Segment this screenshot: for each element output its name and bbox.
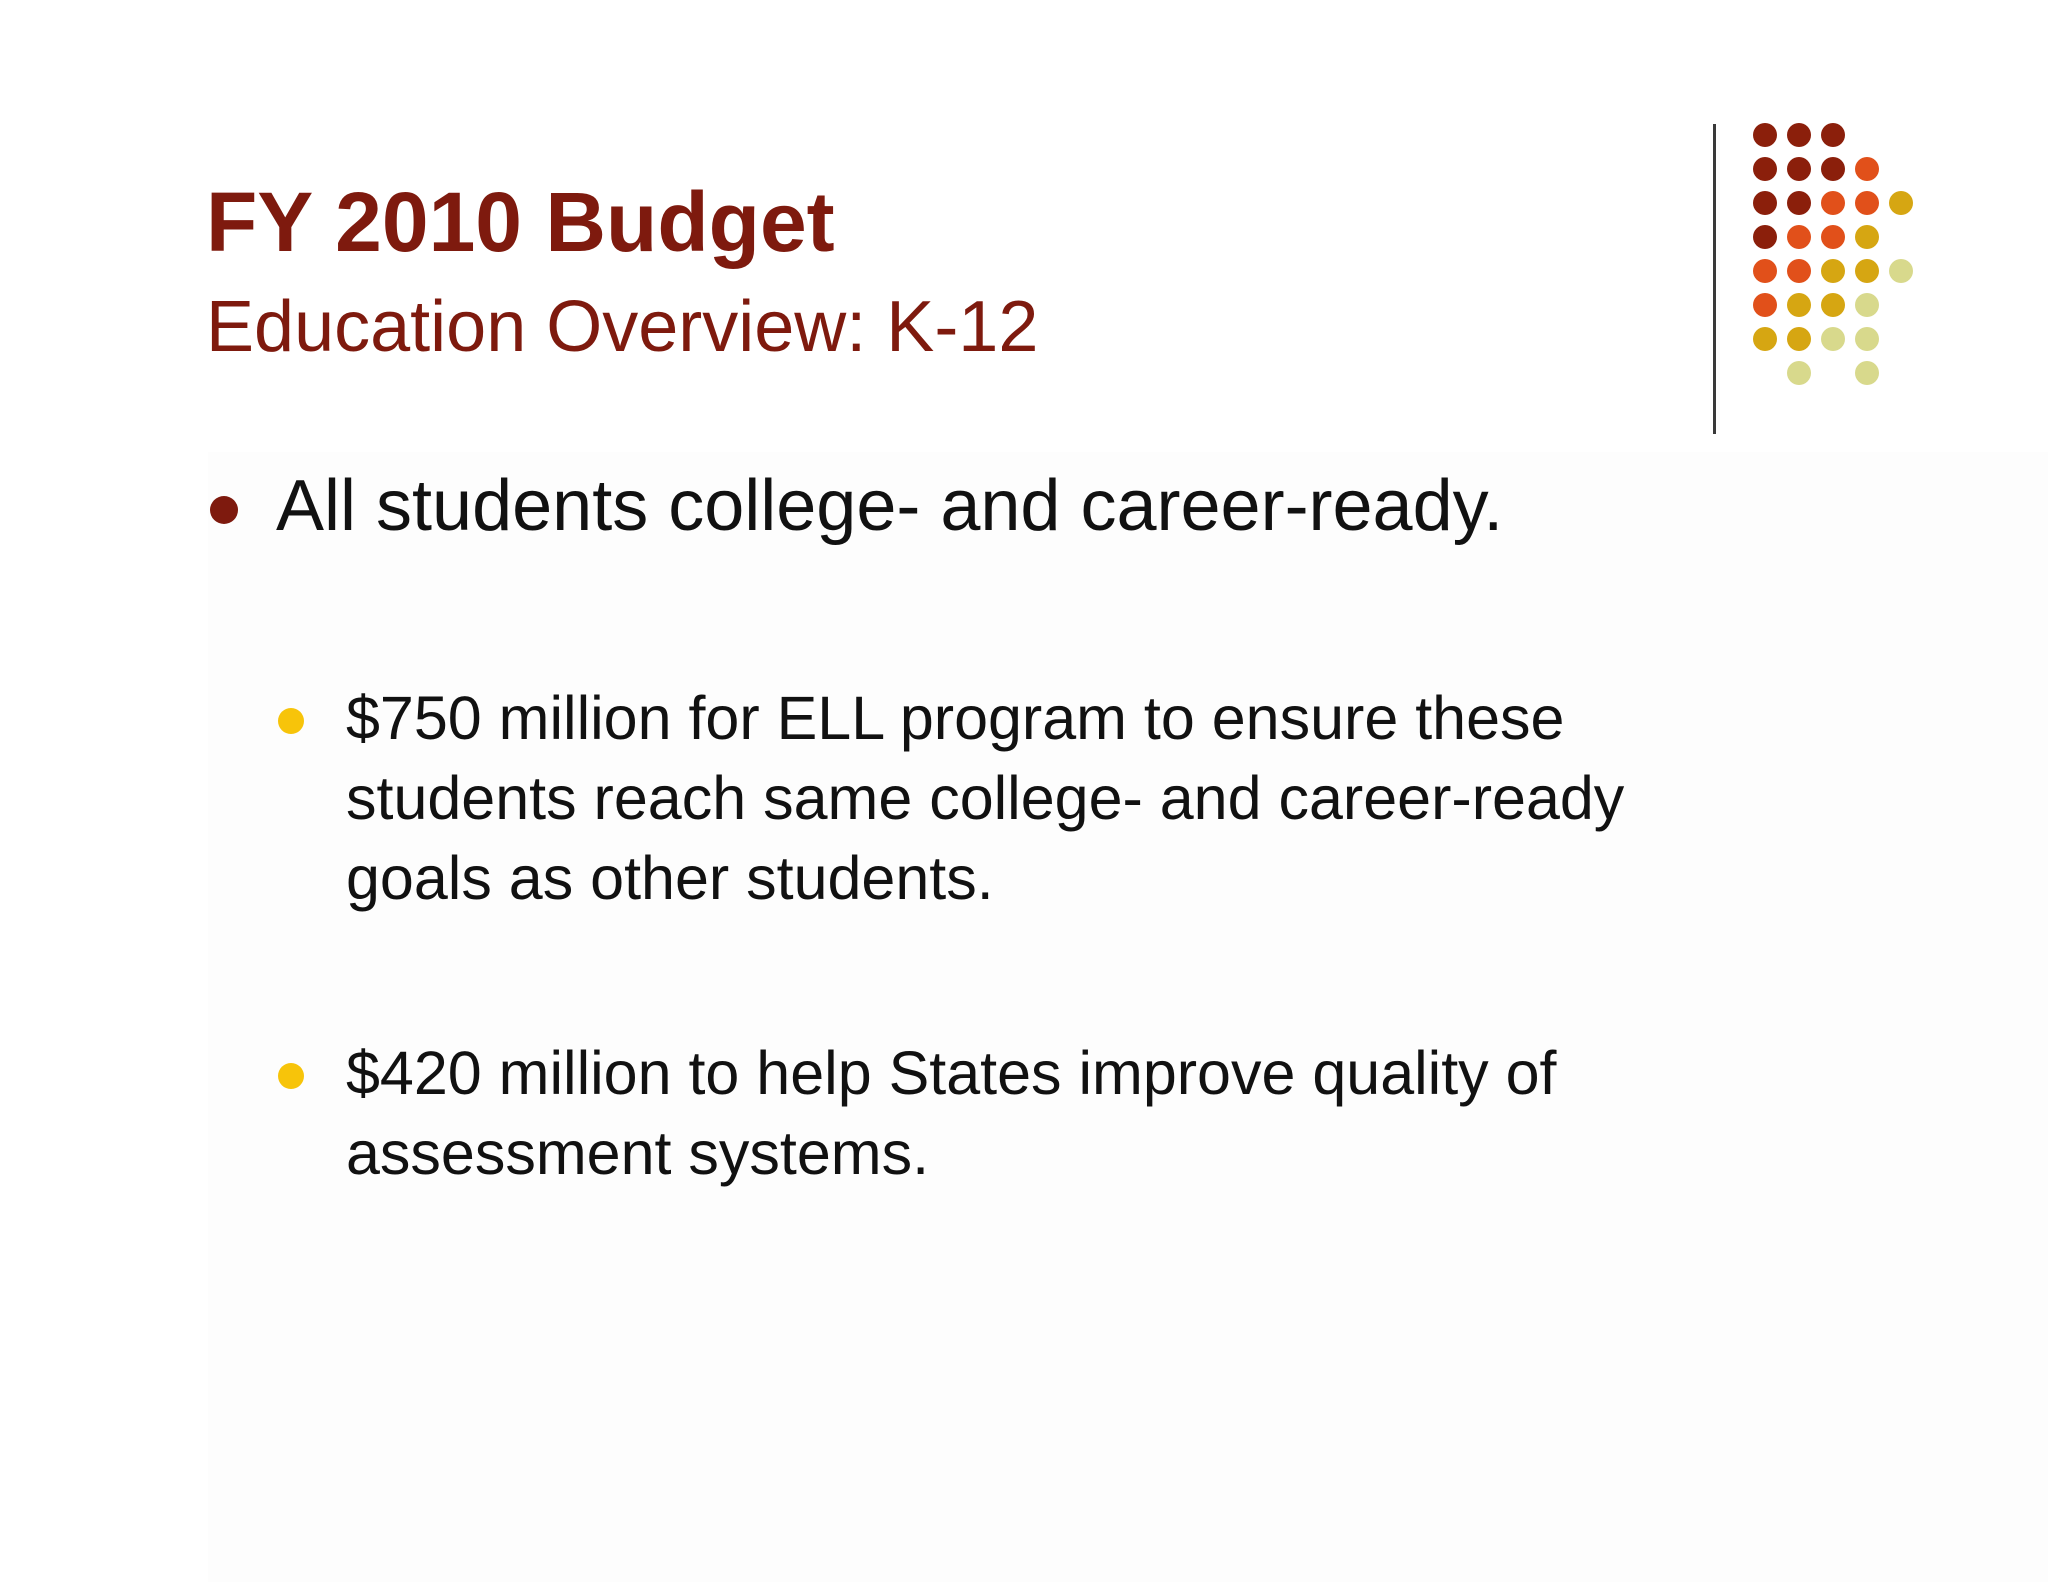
sub-bullet-line: $750 million for ELL program to ensure these (346, 684, 1565, 752)
decor-dot (1753, 327, 1777, 351)
decor-dot (1787, 123, 1811, 147)
decor-dot (1821, 259, 1845, 283)
sub-bullet-line: assessment systems. (346, 1119, 930, 1187)
decor-dot (1821, 293, 1845, 317)
decor-dot (1889, 259, 1913, 283)
slide-title: FY 2010 Budget (206, 175, 835, 269)
decor-dot (1753, 225, 1777, 249)
decor-dot (1855, 293, 1879, 317)
decor-dot (1787, 259, 1811, 283)
sub-bullet-text (346, 1033, 1846, 1193)
bullet-dot-icon (210, 496, 238, 524)
decor-dot (1753, 191, 1777, 215)
decor-dot (1787, 225, 1811, 249)
decor-dot (1821, 327, 1845, 351)
decor-dot (1889, 191, 1913, 215)
decor-dot (1753, 123, 1777, 147)
decor-dot (1821, 157, 1845, 181)
decor-dot (1855, 157, 1879, 181)
decor-dot (1855, 259, 1879, 283)
decor-dot (1753, 259, 1777, 283)
header-divider (1713, 124, 1716, 434)
decor-dot (1787, 361, 1811, 385)
sub-bullet-dot-icon (278, 708, 304, 734)
sub-bullet-line: students reach same college- and career-ready (346, 764, 1625, 832)
decor-dot (1753, 157, 1777, 181)
decor-dot (1787, 191, 1811, 215)
decor-dot (1821, 225, 1845, 249)
decor-dot (1821, 123, 1845, 147)
decor-dot (1855, 191, 1879, 215)
sub-bullet-text (346, 678, 1846, 918)
decor-dot (1855, 225, 1879, 249)
slide-subtitle: Education Overview: K-12 (206, 287, 1039, 367)
decor-dot (1821, 191, 1845, 215)
slide-body-background (208, 452, 2048, 1582)
decor-dot (1787, 327, 1811, 351)
decor-dot (1787, 293, 1811, 317)
sub-bullet-line: goals as other students. (346, 844, 994, 912)
decor-dot (1855, 361, 1879, 385)
sub-bullet-line: $420 million to help States improve quality of (346, 1039, 1557, 1107)
bullet-text: All students college- and career-ready. (276, 466, 1504, 546)
decor-dot (1753, 293, 1777, 317)
decor-dot (1787, 157, 1811, 181)
sub-bullet-dot-icon (278, 1063, 304, 1089)
decorative-dot-grid (1740, 118, 1930, 393)
decor-dot (1855, 327, 1879, 351)
